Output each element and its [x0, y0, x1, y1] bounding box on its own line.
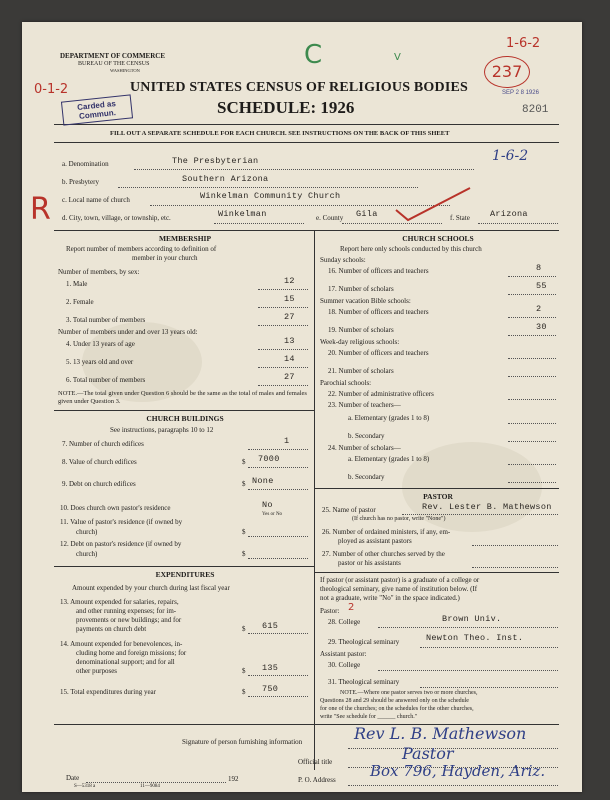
- field-city: Winkelman: [218, 209, 267, 219]
- pastor-title: PASTOR: [423, 492, 453, 501]
- label-q15: 15. Total expenditures during year: [60, 688, 156, 696]
- year-prefix: 192: [228, 775, 239, 783]
- field-line: [508, 399, 556, 400]
- value-q15: 750: [262, 684, 279, 694]
- field-state: Arizona: [490, 209, 528, 219]
- expenditures-title: EXPENDITURES: [155, 570, 215, 579]
- buildings-subtitle: See instructions, paragraphs 10 to 12: [110, 426, 214, 434]
- signature-label: Signature of person furnishing information: [182, 738, 303, 746]
- label-q17: 17. Number of scholars: [328, 285, 394, 293]
- label-q14: other purposes: [76, 667, 118, 675]
- label-q5: 5. 13 years old and over: [66, 358, 134, 366]
- graduate-note: If pastor (or assistant pastor) is a graduate of a college or: [320, 576, 480, 584]
- dollar-sign: $: [242, 625, 246, 633]
- value-q5: 14: [284, 354, 295, 364]
- label-sunday: Sunday schools:: [320, 256, 366, 264]
- dollar-sign: $: [242, 667, 246, 675]
- handwritten-check: V: [394, 52, 401, 63]
- field-line: [378, 670, 558, 671]
- value-q8: 7000: [258, 454, 280, 464]
- label-q26: 26. Number of ordained ministers, if any, em-: [322, 528, 451, 536]
- field-line: [248, 633, 308, 634]
- official-title: Pastor: [402, 744, 454, 763]
- label-denomination: a. Denomination: [62, 160, 109, 168]
- label-q20: 20. Number of officers and teachers: [328, 349, 429, 357]
- dollar-sign: $: [242, 688, 246, 696]
- field-line: [248, 489, 308, 490]
- label-q24: 24. Number of scholars—: [328, 444, 401, 452]
- schools-subtitle: Report here only schools conducted by this church: [340, 245, 482, 253]
- label-q23b: b. Secondary: [348, 432, 385, 440]
- graduate-note: not a graduate, write "No" in the space indicated.): [320, 594, 460, 602]
- bureau-name: BUREAU OF THE CENSUS: [78, 61, 150, 67]
- field-line: [258, 325, 308, 326]
- label-q24b: b. Secondary: [348, 473, 385, 481]
- graduate-note: theological seminary, give name of institution below. (If: [320, 585, 478, 593]
- pastor-hint: (If church has no pastor, write "None"): [352, 516, 446, 522]
- po-address: Box 796, Hayden, Ariz.: [370, 762, 546, 780]
- value-q6: 27: [284, 372, 295, 382]
- value-q28: Brown Univ.: [442, 614, 502, 624]
- dept-name: DEPARTMENT OF COMMERCE: [60, 52, 166, 60]
- label-q13: 13. Amount expended for salaries, repairs,: [60, 598, 179, 606]
- handwritten-r-mark: R: [30, 192, 51, 227]
- signature: Rev L. B. Mathewson: [354, 724, 527, 743]
- label-presbytery: b. Presbytery: [62, 178, 99, 186]
- handwritten-mark: 2: [348, 602, 355, 613]
- dollar-sign: $: [242, 528, 246, 536]
- label-pastor: Pastor:: [320, 607, 340, 615]
- date-stamp: SEP 2 8 1926: [502, 90, 539, 96]
- value-q1: 12: [284, 276, 295, 286]
- buildings-title: CHURCH BUILDINGS: [146, 414, 224, 423]
- circled-number: 237: [484, 56, 530, 88]
- dollar-sign: $: [242, 480, 246, 488]
- field-line: [258, 349, 308, 350]
- pastor-footnote: for one of the churches; on the schedules for the other churches,: [320, 706, 474, 712]
- value-q16: 8: [536, 263, 542, 273]
- value-q4: 13: [284, 336, 295, 346]
- field-line: [508, 294, 556, 295]
- label-q22: 22. Number of administrative officers: [328, 390, 434, 398]
- value-q13: 615: [262, 621, 279, 631]
- field-county: Gila: [356, 209, 378, 219]
- schedule-title: SCHEDULE: 1926: [217, 98, 355, 117]
- label-q13: payments on church debt: [76, 625, 147, 633]
- label-q16: 16. Number of officers and teachers: [328, 267, 429, 275]
- field-line: [508, 335, 556, 336]
- label-under-over: Number of members under and over 13 years old:: [58, 328, 198, 336]
- label-q30: 30. College: [328, 661, 361, 669]
- label-q23: 23. Number of teachers—: [328, 401, 401, 409]
- divider: [54, 230, 559, 231]
- value-q19: 30: [536, 322, 547, 332]
- field-line: [472, 545, 558, 546]
- field-line: [134, 169, 474, 170]
- label-q4: 4. Under 13 years of age: [66, 340, 135, 348]
- field-line: [472, 567, 558, 568]
- field-line: [214, 223, 304, 224]
- handwritten-code: 1-6-2: [492, 148, 529, 164]
- label-q13: provements or new buildings; and for: [76, 616, 182, 624]
- label-q12: 12. Debt on pastor's residence (if owned by: [60, 540, 182, 548]
- label-q19: 19. Number of scholars: [328, 326, 394, 334]
- label-q26: ployed as assistant pastors: [338, 537, 412, 545]
- column-divider: [314, 230, 315, 770]
- field-line: [508, 376, 556, 377]
- label-q1: 1. Male: [66, 280, 88, 288]
- label-q21: 21. Number of scholars: [328, 367, 394, 375]
- field-line: [248, 536, 308, 537]
- schools-title: CHURCH SCHOOLS: [402, 234, 474, 243]
- field-line: [508, 358, 556, 359]
- pastor-footnote: NOTE.—Where one pastor serves two or more churches,: [340, 690, 478, 696]
- value-q14: 135: [262, 663, 279, 673]
- print-number: 11—9084: [140, 784, 160, 789]
- pastor-footnote: write "See schedule for ______ church.": [320, 714, 418, 720]
- label-q11: church): [76, 528, 98, 536]
- field-line: [248, 696, 308, 697]
- label-q27: pastor or his assistants: [338, 559, 401, 567]
- label-summer: Summer vacation Bible schools:: [320, 297, 411, 305]
- label-by-sex: Number of members, by sex:: [58, 268, 140, 276]
- label-q6: 6. Total number of members: [66, 376, 146, 384]
- value-q29: Newton Theo. Inst.: [426, 633, 524, 643]
- value-q10: No: [262, 500, 273, 510]
- expenditures-subtitle: Amount expended by your church during last fiscal year: [72, 584, 230, 592]
- field-line: [258, 367, 308, 368]
- label-parochial: Parochial schools:: [320, 379, 372, 387]
- divider: [54, 124, 559, 125]
- field-line: [508, 482, 556, 483]
- field-line: [348, 785, 558, 786]
- fill-instructions: FILL OUT A SEPARATE SCHEDULE FOR EACH CHURCH. SEE INSTRUCTIONS ON THE BACK OF THIS SHEET: [110, 130, 450, 137]
- label-q14: 14. Amount expended for benevolences, in-: [60, 640, 183, 648]
- label-q7: 7. Number of church edifices: [62, 440, 144, 448]
- label-state: f. State: [450, 214, 470, 222]
- field-line: [508, 276, 556, 277]
- field-line: [86, 782, 226, 783]
- field-line: [402, 514, 558, 515]
- field-line: [508, 317, 556, 318]
- label-q25: 25. Name of pastor: [322, 506, 376, 514]
- field-presbytery: Southern Arizona: [182, 174, 269, 184]
- field-line: [258, 385, 308, 386]
- value-q18: 2: [536, 304, 542, 314]
- label-county: e. County: [316, 214, 344, 222]
- field-line: [248, 675, 308, 676]
- value-q7: 1: [284, 436, 290, 446]
- field-line: [248, 449, 308, 450]
- field-line: [118, 187, 418, 188]
- official-title-label: Official title: [298, 758, 333, 766]
- label-q14: denominational support; and for all: [76, 658, 175, 666]
- form-number: S—5318 a: [74, 784, 96, 789]
- label-q18: 18. Number of officers and teachers: [328, 308, 429, 316]
- date-label: Date: [66, 774, 80, 782]
- label-q23a: a. Elementary (grades 1 to 8): [348, 414, 430, 422]
- field-line: [258, 289, 308, 290]
- value-q3: 27: [284, 312, 295, 322]
- label-q9: 9. Debt on church edifices: [62, 480, 136, 488]
- label-q3: 3. Total number of members: [66, 316, 146, 324]
- field-line: [508, 441, 556, 442]
- field-line: [420, 647, 558, 648]
- label-city: d. City, town, village, or township, etc.: [62, 214, 171, 222]
- field-line: [478, 223, 558, 224]
- label-q28: 28. College: [328, 618, 361, 626]
- divider: [314, 488, 559, 489]
- field-line: [248, 558, 308, 559]
- bureau-city: WASHINGTON: [110, 68, 140, 73]
- field-line: [420, 687, 558, 688]
- field-church-name: Winkelman Community Church: [200, 191, 341, 201]
- membership-footnote: NOTE.—The total given under Question 6 should be the same as the total of males and females given under Question 3.: [58, 390, 307, 405]
- field-line: [508, 423, 556, 424]
- label-church-name: c. Local name of church: [62, 196, 130, 204]
- divider: [54, 566, 314, 567]
- po-address-label: P. O. Address: [298, 776, 336, 784]
- field-line: [258, 307, 308, 308]
- label-q10: 10. Does church own pastor's residence: [60, 504, 171, 512]
- label-assistant: Assistant pastor:: [320, 650, 367, 658]
- pastor-footnote: Questions 28 and 29 should be answered only on the schedule: [320, 698, 469, 704]
- label-q8: 8. Value of church edifices: [62, 458, 137, 466]
- serial-number: 8201: [522, 104, 549, 116]
- yes-no-hint: Yes or No: [262, 512, 283, 517]
- label-q12: church): [76, 550, 98, 558]
- membership-title: MEMBERSHIP: [158, 234, 212, 243]
- census-form: [22, 22, 582, 792]
- label-q24a: a. Elementary (grades 1 to 8): [348, 455, 430, 463]
- value-q2: 15: [284, 294, 295, 304]
- membership-note: Report number of members according to definition of: [66, 245, 217, 253]
- divider: [314, 572, 559, 573]
- field-line: [508, 464, 556, 465]
- label-q27: 27. Number of other churches served by the: [322, 550, 445, 558]
- value-q25: Rev. Lester B. Mathewson: [422, 502, 552, 512]
- dollar-sign: $: [242, 458, 246, 466]
- handwritten-code: 1-6-2: [506, 36, 541, 51]
- label-q11: 11. Value of pastor's residence (if owned by: [60, 518, 183, 526]
- value-q9: None: [252, 476, 274, 486]
- label-q14: cluding home and foreign missions; for: [76, 649, 187, 657]
- handwritten-code: 0-1-2: [34, 82, 69, 97]
- label-q13: and other running expenses; for im-: [76, 607, 177, 615]
- label-weekday: Week-day religious schools:: [320, 338, 400, 346]
- dollar-sign: $: [242, 550, 246, 558]
- label-q2: 2. Female: [66, 298, 94, 306]
- divider: [54, 410, 314, 411]
- label-q31: 31. Theological seminary: [328, 678, 400, 686]
- carded-stamp: Carded as Commun.: [61, 94, 133, 125]
- field-line: [248, 467, 308, 468]
- value-q17: 55: [536, 281, 547, 291]
- label-q29: 29. Theological seminary: [328, 638, 400, 646]
- form-title: UNITED STATES CENSUS OF RELIGIOUS BODIES: [130, 80, 469, 95]
- divider: [54, 142, 559, 143]
- field-denomination: The Presbyterian: [172, 156, 259, 166]
- handwritten-c-mark: C: [304, 40, 323, 70]
- field-line: [378, 627, 558, 628]
- membership-note: member in your church: [132, 254, 198, 262]
